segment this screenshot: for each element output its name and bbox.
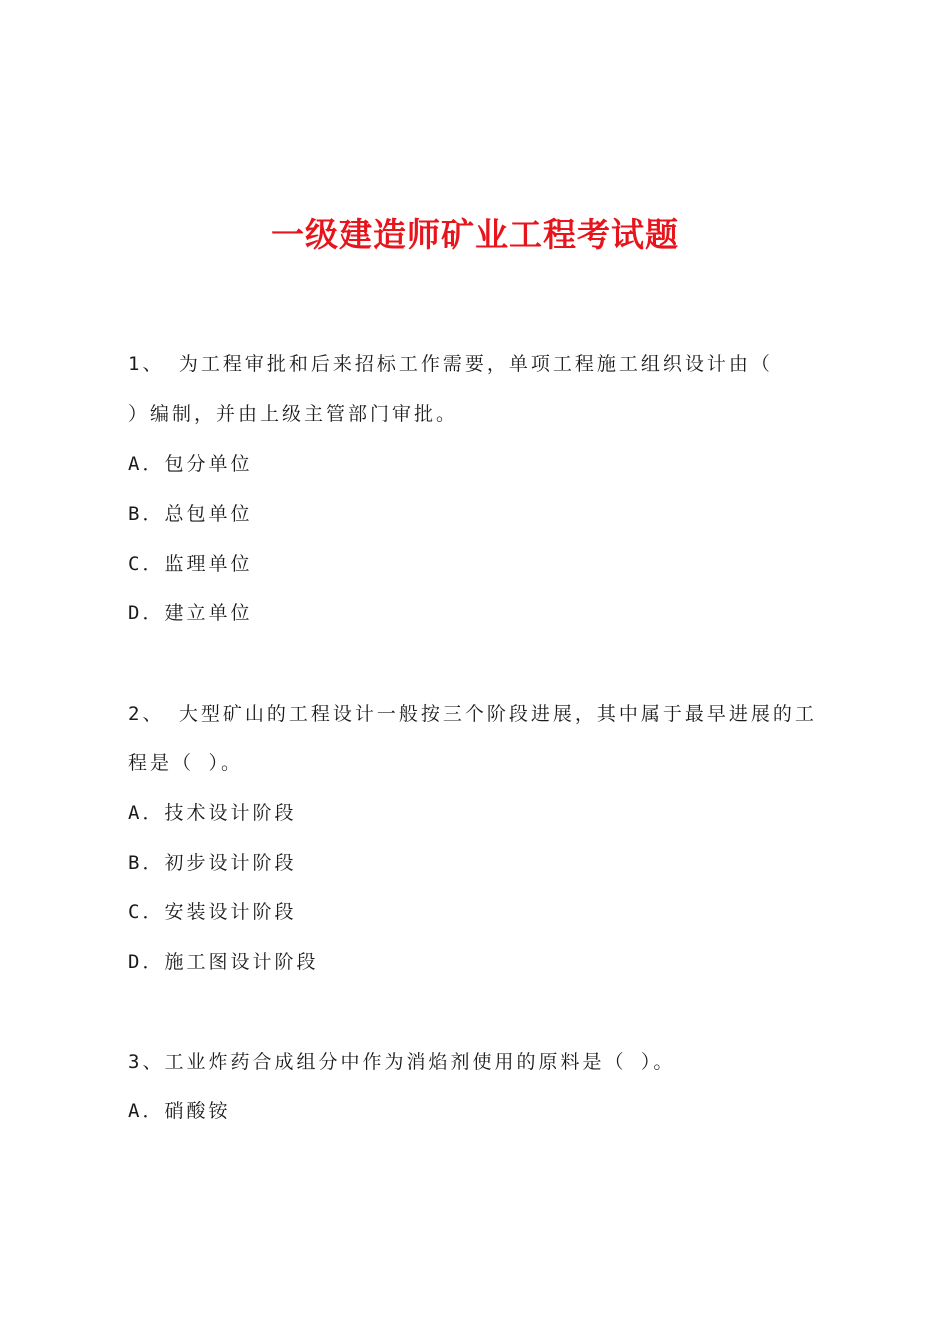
question-1-line-1: 1、 为工程审批和后来招标工作需要，单项工程施工组织设计由（ [128, 353, 773, 375]
document-title: 一级建造师矿业工程考试题 [271, 215, 679, 254]
question-1-option-d: D．建立单位 [128, 602, 253, 624]
question-1-option-b: B．总包单位 [128, 503, 253, 525]
question-2-option-b: B．初步设计阶段 [128, 852, 297, 874]
question-2-option-c: C．安装设计阶段 [128, 901, 297, 923]
question-3-line-1: 3、工业炸药合成组分中作为消焰剂使用的原料是（ ）。 [128, 1051, 676, 1073]
question-2-option-a: A．技术设计阶段 [128, 802, 297, 824]
question-1-option-a: A．包分单位 [128, 453, 253, 475]
question-1-option-c: C．监理单位 [128, 553, 253, 575]
question-2-option-d: D．施工图设计阶段 [128, 951, 319, 973]
question-3-option-a: A．硝酸铵 [128, 1100, 231, 1122]
question-2-line-2: 程是（ ）。 [128, 752, 243, 774]
question-1-line-2: ）编制，并由上级主管部门审批。 [128, 403, 459, 425]
question-2-line-1: 2、 大型矿山的工程设计一般按三个阶段进展，其中属于最早进展的工 [128, 703, 817, 725]
